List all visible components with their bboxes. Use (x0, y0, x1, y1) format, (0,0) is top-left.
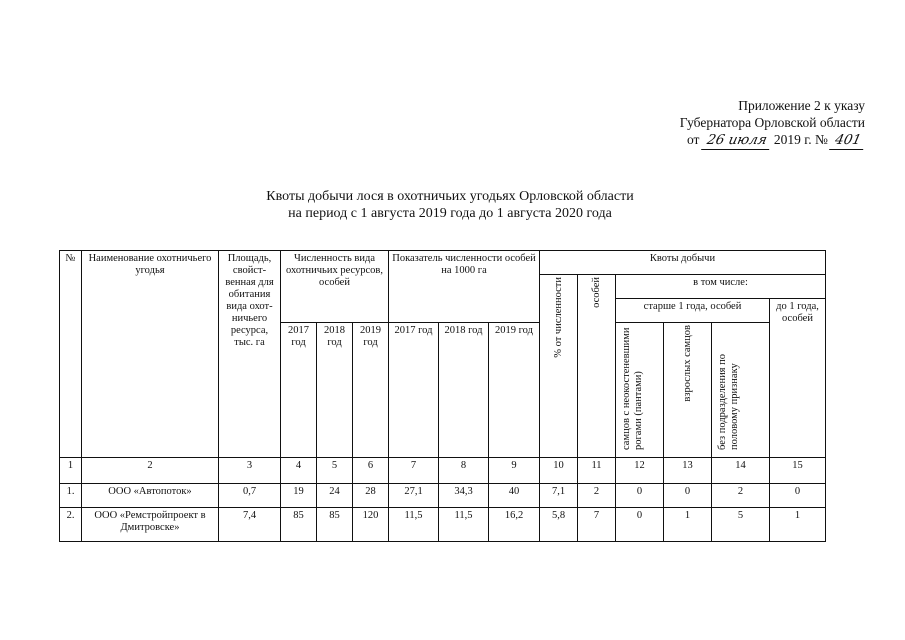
colnum: 8 (439, 458, 489, 484)
header-over-one: старше 1 года, особей (616, 299, 770, 323)
colnum: 5 (317, 458, 353, 484)
row-percent: 7,1 (540, 484, 578, 508)
colnum: 13 (664, 458, 712, 484)
document-title (150, 188, 750, 222)
row-pop-2018: 24 (317, 484, 353, 508)
colnum: 10 (540, 458, 578, 484)
row-dens-2018: 34,3 (439, 484, 489, 508)
appendix-line-1: Приложение 2 к указу (738, 98, 865, 113)
header-dens-2018: 2018 год (439, 323, 489, 458)
row-individuals: 2 (578, 484, 616, 508)
colnum: 4 (281, 458, 317, 484)
header-males-unossified-text: самцов с неокостеневшими рогами (пантами) (620, 327, 644, 450)
header-pop-2019: 2019 год (353, 323, 389, 458)
header-percent-text: % от численности (552, 277, 564, 358)
row-pop-2019: 28 (353, 484, 389, 508)
header-no-sex (712, 323, 770, 458)
row-num: 1. (60, 484, 82, 508)
header-num: № (60, 251, 82, 458)
colnum: 7 (389, 458, 439, 484)
row-dens-2019: 16,2 (489, 508, 540, 542)
column-number-row (60, 458, 826, 484)
appendix-line-2: Губернатора Орловской области (679, 115, 865, 130)
header-population: Численность вида охотничьих ресурсов, особей (281, 251, 389, 323)
row-dens-2019: 40 (489, 484, 540, 508)
row-pop-2017: 19 (281, 484, 317, 508)
colnum: 15 (770, 458, 826, 484)
header-including: в том числе: (616, 275, 826, 299)
colnum: 2 (82, 458, 219, 484)
header-name: Наименование охотничьего угодья (82, 251, 219, 458)
colnum: 9 (489, 458, 540, 484)
header-under-one: до 1 года, особей (770, 299, 826, 458)
title-line-2: на период с 1 августа 2019 года до 1 августа 2020 года (288, 206, 612, 221)
header-no-sex-text: без подразделения по половому признаку (716, 353, 740, 450)
row-males-unossified: 0 (616, 484, 664, 508)
header-dens-2019: 2019 год (489, 323, 540, 458)
colnum: 6 (353, 458, 389, 484)
colnum: 11 (578, 458, 616, 484)
row-individuals: 7 (578, 508, 616, 542)
date-year: 2019 г. № (773, 132, 828, 147)
quota-table (59, 250, 826, 542)
row-pop-2017: 85 (281, 508, 317, 542)
row-area: 7,4 (219, 508, 281, 542)
handwritten-number: 401 (829, 132, 867, 150)
row-num: 2. (60, 508, 82, 542)
row-under-one: 1 (770, 508, 826, 542)
header-adult-males (664, 323, 712, 458)
header-pop-2017: 2017 год (281, 323, 317, 458)
colnum: 3 (219, 458, 281, 484)
header-males-unossified (616, 323, 664, 458)
colnum: 12 (616, 458, 664, 484)
header-individuals (578, 275, 616, 458)
header-area: Площадь, свойст-венная для обитания вида охот-ничьего ресурса, тыс. га (219, 251, 281, 458)
header-dens-2017: 2017 год (389, 323, 439, 458)
row-dens-2017: 27,1 (389, 484, 439, 508)
header-percent (540, 275, 578, 458)
row-no-sex: 2 (712, 484, 770, 508)
row-pop-2019: 120 (353, 508, 389, 542)
colnum: 1 (60, 458, 82, 484)
date-prefix: от (686, 132, 700, 147)
header-density: Показатель численности особей на 1000 га (389, 251, 540, 323)
row-under-one: 0 (770, 484, 826, 508)
row-area: 0,7 (219, 484, 281, 508)
row-name: ООО «Ремстройпроект в Дмитровске» (82, 508, 219, 542)
table-row (60, 508, 826, 542)
row-males-unossified: 0 (616, 508, 664, 542)
appendix-date-line (600, 131, 865, 150)
row-pop-2018: 85 (317, 508, 353, 542)
row-adult-males: 1 (664, 508, 712, 542)
row-no-sex: 5 (712, 508, 770, 542)
title-line-1: Квоты добычи лося в охотничьих угодьях Орловской области (266, 189, 634, 204)
row-adult-males: 0 (664, 484, 712, 508)
colnum: 14 (712, 458, 770, 484)
row-dens-2017: 11,5 (389, 508, 439, 542)
appendix-header (600, 97, 865, 150)
header-adult-males-text: взрослых самцов (681, 325, 693, 402)
header-pop-2018: 2018 год (317, 323, 353, 458)
table-row (60, 484, 826, 508)
header-individuals-text: особей (590, 277, 602, 308)
row-percent: 5,8 (540, 508, 578, 542)
header-quotas: Квоты добычи (540, 251, 826, 275)
row-dens-2018: 11,5 (439, 508, 489, 542)
handwritten-date: 26 июля (701, 132, 772, 150)
row-name: ООО «Автопоток» (82, 484, 219, 508)
